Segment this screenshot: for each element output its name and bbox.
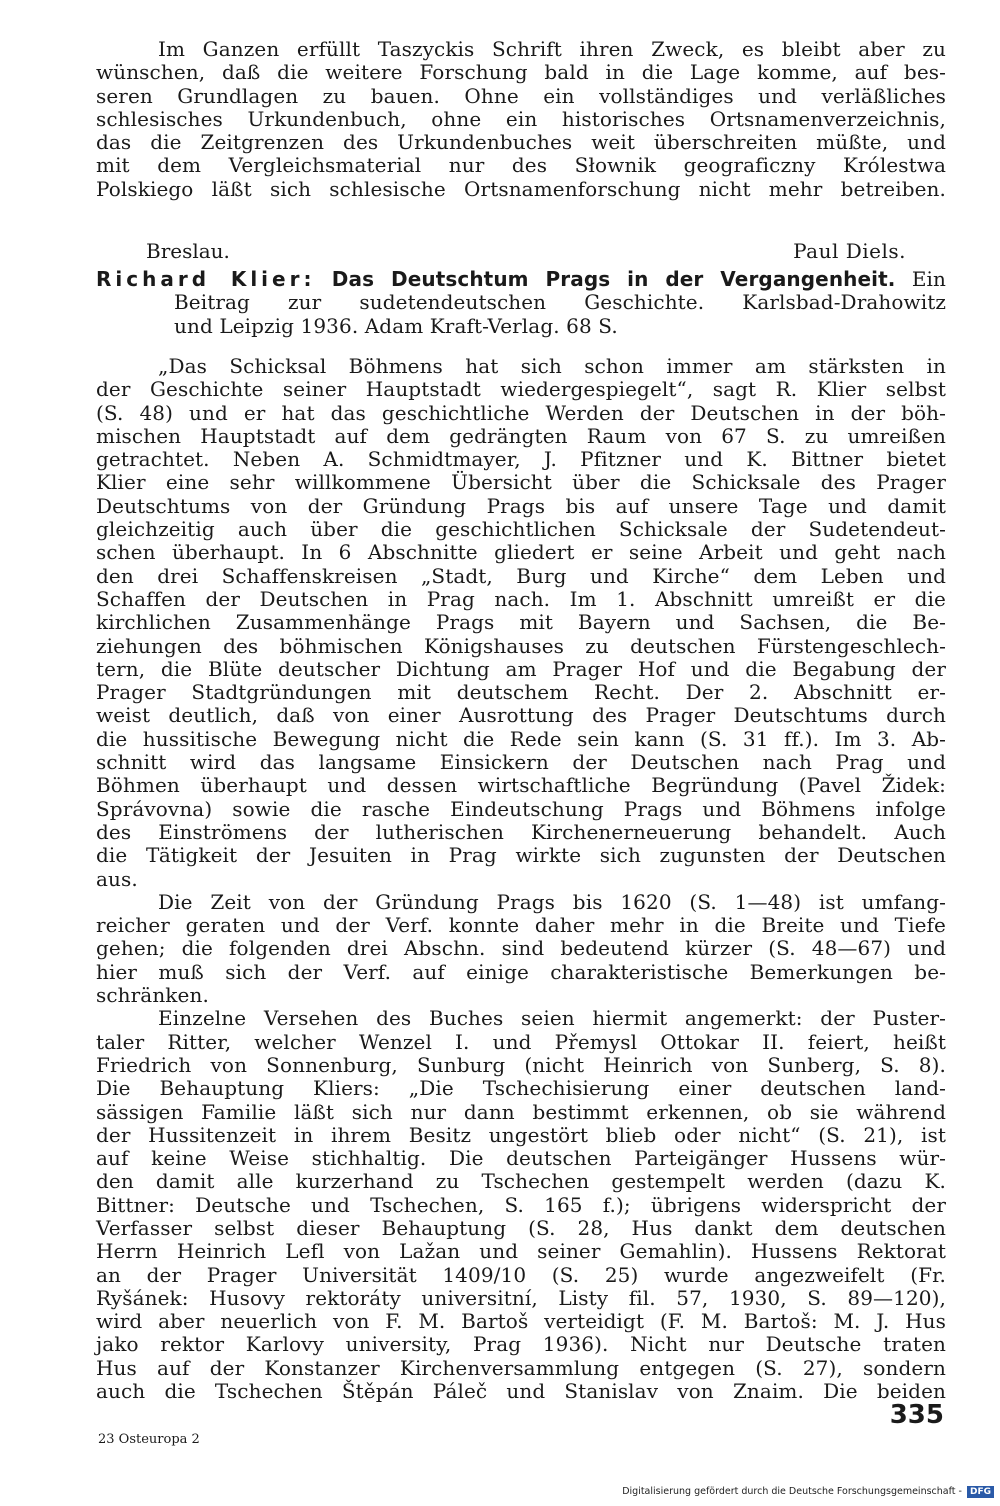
prev-line-6: Polskiego läßt sich schlesische Ortsnamenforschung nicht mehr betreiben. bbox=[96, 176, 946, 201]
body-line: Friedrich von Sonnenburg, Sunburg (nicht Heinrich von Sunberg, S. 8). bbox=[96, 1052, 946, 1077]
heading-line-2: und Leipzig 1936. Adam Kraft-Verlag. 68 S. bbox=[174, 313, 618, 338]
review-body bbox=[96, 355, 946, 1403]
body-line: an der Prager Universität 1409/10 (S. 25) wurde angezweifelt (Fr. bbox=[96, 1262, 946, 1287]
body-line: Schaffen der Deutschen in Prag nach. Im 1. Abschnitt umreißt er die bbox=[96, 586, 946, 611]
body-line: Die Zeit von der Gründung Prags bis 1620 (S. 1—48) ist umfang- bbox=[158, 889, 946, 914]
body-line: Hus auf der Konstanzer Kirchenversammlung entgegen (S. 27), sondern bbox=[96, 1355, 946, 1380]
body-line: Einzelne Versehen des Buches seien hiermit angemerkt: der Puster- bbox=[158, 1006, 946, 1031]
digitization-credit bbox=[622, 1486, 994, 1498]
body-line: Ryšánek: Husovy rektoráty universitní, Listy fil. 57, 1930, S. 89—120), bbox=[96, 1285, 946, 1310]
body-line: reicher geraten und der Verf. konnte daher mehr in die Breite und Tiefe bbox=[96, 913, 946, 938]
body-line: schen überhaupt. In 6 Abschnitte gliedert er seine Arbeit und geht nach bbox=[96, 540, 946, 565]
heading-line-0 bbox=[96, 268, 946, 291]
signature-mark: 23 Osteuropa 2 bbox=[98, 1432, 200, 1447]
body-line: Die Behauptung Kliers: „Die Tschechisierung einer deutschen land- bbox=[96, 1076, 946, 1101]
body-line: Verfasser selbst dieser Behauptung (S. 28, Hus dankt dem deutschen bbox=[96, 1215, 946, 1240]
body-line: wird aber neuerlich von F. M. Bartoš verteidigt (F. M. Bartoš: M. J. Hus bbox=[96, 1309, 946, 1334]
prev-line-3: schlesisches Urkundenbuch, ohne ein historisches Ortsnamenverzeichnis, bbox=[96, 106, 946, 131]
book-author: Richard Klier: bbox=[96, 267, 316, 291]
body-line: tern, die Blüte deutscher Dichtung am Prager Hof und die Begabung der bbox=[96, 656, 946, 681]
body-line: hier muß sich der Verf. auf einige charakteristische Bemerkungen be- bbox=[96, 959, 946, 984]
prev-line-4: das die Zeitgrenzen des Urkundenbuches weit überschreiten müßte, und bbox=[96, 130, 946, 155]
body-line: die Tätigkeit der Jesuiten in Prag wirkte sich zugunsten der Deutschen bbox=[96, 843, 946, 868]
body-line: Böhmen überhaupt und dessen wirtschaftliche Begründung (Pavel Židek: bbox=[96, 773, 946, 798]
body-line: der Geschichte seiner Hauptstadt wiedergespiegelt“, sagt R. Klier selbst bbox=[96, 377, 946, 402]
prev-line-5: mit dem Vergleichsmaterial nur des Słownik geograficzny Królestwa bbox=[96, 153, 946, 178]
body-line: auch die Tschechen Štěpán Páleč und Stanislav von Znaim. Die beiden bbox=[96, 1379, 946, 1404]
body-line: schnitt wird das langsame Einsickern der Deutschen nach Prag und bbox=[96, 750, 946, 775]
body-line: mischen Hauptstadt auf dem gedrängten Raum von 67 S. zu umreißen bbox=[96, 423, 946, 448]
credit-text: Digitalisierung gefördert durch die Deutsche Forschungsgemeinschaft - bbox=[622, 1486, 962, 1497]
body-line: der Hussitenzeit in ihrem Besitz ungestört blieb oder nicht“ (S. 21), ist bbox=[96, 1122, 946, 1147]
body-line: weist deutlich, daß von einer Ausrottung des Prager Deutschtums durch bbox=[96, 703, 946, 728]
signature-reviewer: Paul Diels. bbox=[793, 239, 906, 263]
dfg-logo: DFG bbox=[967, 1486, 994, 1498]
body-line: die hussitische Bewegung nicht die Rede sein kann (S. 31 ff.). Im 3. Ab- bbox=[96, 726, 946, 751]
body-line: den damit alle kurzerhand zu Tschechen gestempelt werden (dazu K. bbox=[96, 1169, 946, 1194]
review-signature bbox=[96, 238, 946, 264]
body-line: Správovna) sowie die rasche Eindeutschung Prags und Böhmens infolge bbox=[96, 796, 946, 821]
body-line: (S. 48) und er hat das geschichtliche Werden der Deutschen in der böh- bbox=[96, 400, 946, 425]
body-line: „Das Schicksal Böhmens hat sich schon immer am stärksten in bbox=[158, 354, 946, 378]
body-line: Prager Stadtgründungen mit deutschem Recht. Der 2. Abschnitt er- bbox=[96, 680, 946, 705]
body-line: auf keine Weise stichhaltig. Die deutschen Parteigänger Hussens wür- bbox=[96, 1146, 946, 1171]
prev-line-0: Im Ganzen erfüllt Taszyckis Schrift ihren Zweck, es bleibt aber zu bbox=[158, 37, 946, 61]
body-line: Klier eine sehr willkommene Übersicht über die Schicksale des Prager bbox=[96, 470, 946, 495]
body-line: jako rektor Karlovy university, Prag 1936). Nicht nur Deutsche traten bbox=[96, 1332, 946, 1357]
book-title: Das Deutschtum Prags in der Vergangenheit. bbox=[331, 267, 896, 291]
prev-line-1: wünschen, daß die weitere Forschung bald in die Lage komme, auf bes- bbox=[96, 60, 946, 85]
previous-review bbox=[96, 37, 946, 263]
body-line: ziehungen des böhmischen Königshauses zu deutschen Fürstengeschlech- bbox=[96, 633, 946, 658]
body-line: getrachtet. Neben A. Schmidtmayer, J. Pfitzner und K. Bittner bietet bbox=[96, 447, 946, 472]
page-number: 335 bbox=[889, 1400, 944, 1430]
review-heading bbox=[96, 268, 946, 338]
body-line: sässigen Familie läßt sich nur dann bestimmt erkennen, ob sie während bbox=[96, 1099, 946, 1124]
body-line: schränken. bbox=[96, 983, 209, 1008]
body-line: kirchlichen Zusammenhänge Prags mit Bayern und Sachsen, die Be- bbox=[96, 610, 946, 635]
heading-line-1: Beitrag zur sudetendeutschen Geschichte. Karlsbad-Drahowitz bbox=[174, 290, 946, 315]
body-line: Deutschtums von der Gründung Prags bis auf unsere Tage und damit bbox=[96, 493, 946, 518]
body-line: gehen; die folgenden drei Abschn. sind bedeutend kürzer (S. 48—67) und bbox=[96, 936, 946, 961]
body-line: Herrn Heinrich Lefl von Lažan und seiner Gemahlin). Hussens Rektorat bbox=[96, 1239, 946, 1264]
body-line: Bittner: Deutsche und Tschechen, S. 165 f.); übrigens widerspricht der bbox=[96, 1192, 946, 1217]
body-line: den drei Schaffenskreisen „Stadt, Burg und Kirche“ dem Leben und bbox=[96, 563, 946, 588]
body-line: gleichzeitig auch über die geschichtlichen Schicksale der Sudetendeut- bbox=[96, 517, 946, 542]
body-line: taler Ritter, welcher Wenzel I. und Přemysl Ottokar II. feiert, heißt bbox=[96, 1029, 946, 1054]
prev-line-2: seren Grundlagen zu bauen. Ohne ein vollständiges und verläßliches bbox=[96, 83, 946, 108]
heading-rest: Ein bbox=[911, 267, 946, 291]
body-line: des Einströmens der lutherischen Kirchenerneuerung behandelt. Auch bbox=[96, 819, 946, 844]
signature-place: Breslau. bbox=[146, 239, 230, 263]
body-line: aus. bbox=[96, 866, 138, 891]
